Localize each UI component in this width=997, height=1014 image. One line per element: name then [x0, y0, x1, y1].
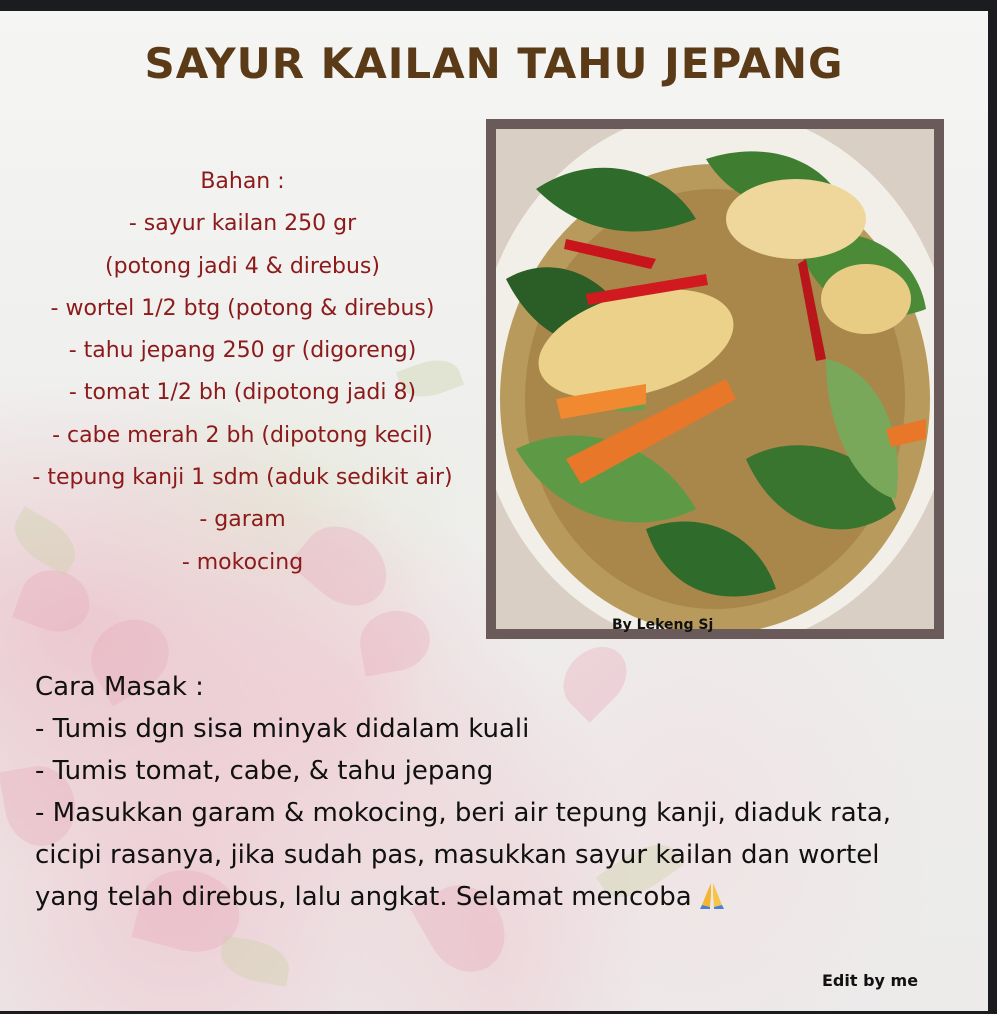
- ingredient-item: - tahu jepang 250 gr (digoreng): [68, 338, 417, 364]
- ingredient-item: - sayur kailan 250 gr: [128, 211, 357, 237]
- recipe-card: [0, 11, 988, 1011]
- ingredients-list: [0, 161, 485, 584]
- method-step-text: - Masukkan garam & mokocing, beri air tepung kanji, diaduk rata, cicipi rasanya, jika sudah pas, masukkan sayur kailan dan wortel yang telah direbus, lalu angkat. Selamat mencoba: [35, 798, 892, 912]
- ingredient-item: (potong jadi 4 & direbus): [105, 253, 380, 279]
- method-step: [35, 792, 935, 918]
- ingredient-item: - tepung kanji 1 sdm (aduk sedikit air): [32, 465, 453, 491]
- ingredient-item: - garam: [199, 507, 286, 533]
- method-step: - Tumis dgn sisa minyak didalam kuali: [35, 714, 530, 744]
- ingredient-item: - mokocing: [181, 549, 304, 575]
- ingredient-item: - cabe merah 2 bh (dipotong kecil): [52, 422, 433, 448]
- method-heading: Cara Masak :: [35, 672, 204, 702]
- dish-photo-frame: [486, 119, 944, 639]
- ingredients-heading: Bahan :: [200, 169, 285, 194]
- folded-hands-icon: [696, 880, 728, 908]
- photo-credit: By Lekeng Sj: [612, 617, 714, 633]
- recipe-title: SAYUR KAILAN TAHU JEPANG: [144, 39, 844, 88]
- cooking-method: [35, 666, 935, 918]
- dish-photo: [496, 129, 934, 629]
- method-step: - Tumis tomat, cabe, & tahu jepang: [35, 756, 494, 786]
- ingredient-item: - wortel 1/2 btg (potong & direbus): [50, 295, 435, 321]
- edit-note: Edit by me: [822, 971, 919, 990]
- ingredient-item: - tomat 1/2 bh (dipotong jadi 8): [68, 380, 417, 406]
